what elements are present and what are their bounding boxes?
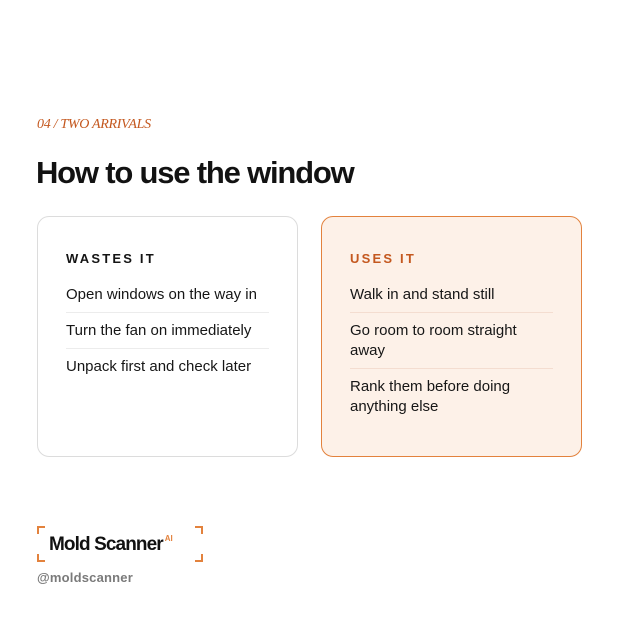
page-title: How to use the window [36,155,354,190]
wastes-it-list [66,277,269,384]
section-eyebrow: 04 / TWO ARRIVALS [37,117,151,132]
uses-it-list [350,277,553,424]
social-handle: @moldscanner [37,570,133,585]
logo-corner-bracket [37,526,45,534]
list-item: Unpack first and check later [66,358,252,375]
list-item: Turn the fan on immediately [66,313,269,349]
wastes-it-heading: WASTES IT [66,251,156,266]
brand-logo [37,526,203,562]
logo-wordmark [49,534,173,556]
uses-it-heading: USES IT [350,251,416,266]
logo-superscript: AI [164,534,173,543]
list-item: Rank them before doing anything else [350,378,511,415]
uses-it-card [321,216,582,457]
wastes-it-card [37,216,298,457]
logo-corner-bracket [37,554,45,562]
logo-corner-bracket [195,554,203,562]
logo-corner-bracket [195,526,203,534]
list-item: Go room to room straight away [350,313,553,369]
logo-name: Mold Scanner [49,534,163,555]
list-item: Open windows on the way in [66,277,269,313]
list-item: Walk in and stand still [350,277,553,313]
